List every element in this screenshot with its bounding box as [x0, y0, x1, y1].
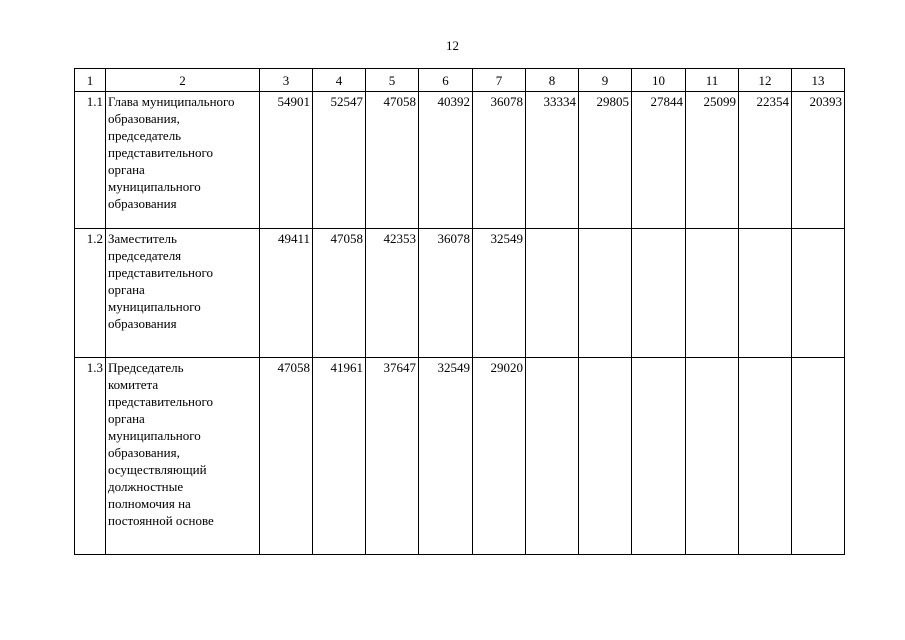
- salary-cell: [739, 358, 792, 555]
- salary-cell: [686, 229, 739, 358]
- salary-cell: [792, 358, 845, 555]
- salary-cell: 22354: [739, 92, 792, 229]
- salary-cell: [526, 358, 579, 555]
- position-name-line: образования,: [108, 445, 180, 460]
- salary-cell: 36078: [473, 92, 526, 229]
- salary-cell: 37647: [366, 358, 419, 555]
- position-name-line: осуществляющий: [108, 462, 207, 477]
- position-name-line: образования,: [108, 111, 180, 126]
- position-name-line: председателя: [108, 248, 182, 263]
- salary-cell: 25099: [686, 92, 739, 229]
- salary-cell: 52547: [313, 92, 366, 229]
- column-header: 1: [75, 69, 106, 92]
- salary-table: [74, 68, 845, 555]
- row-number: 1.2: [75, 229, 106, 358]
- table-row: [75, 229, 845, 358]
- salary-cell: 41961: [313, 358, 366, 555]
- salary-cell: 47058: [366, 92, 419, 229]
- salary-cell: 33334: [526, 92, 579, 229]
- position-name-line: органа: [108, 162, 145, 177]
- position-name-line: муниципального: [108, 299, 201, 314]
- column-header: 11: [686, 69, 739, 92]
- salary-cell: 54901: [260, 92, 313, 229]
- page-number: 12: [446, 38, 459, 53]
- salary-cell: [739, 229, 792, 358]
- column-header: 9: [579, 69, 632, 92]
- column-header: 5: [366, 69, 419, 92]
- salary-cell: 20393: [792, 92, 845, 229]
- position-name-line: председатель: [108, 128, 182, 143]
- column-header: 12: [739, 69, 792, 92]
- position-name-line: органа: [108, 411, 145, 426]
- position-name-line: органа: [108, 282, 145, 297]
- salary-cell: 36078: [419, 229, 473, 358]
- column-header: 8: [526, 69, 579, 92]
- column-header: 6: [419, 69, 473, 92]
- salary-cell: 49411: [260, 229, 313, 358]
- salary-cell: 32549: [473, 229, 526, 358]
- position-name-line: должностные: [108, 479, 184, 494]
- position-name-line: муниципального: [108, 428, 201, 443]
- position-name: [106, 358, 260, 555]
- position-name-line: Председатель: [108, 360, 184, 375]
- table-row: [75, 358, 845, 555]
- position-name-line: образования: [108, 316, 177, 331]
- column-header: 3: [260, 69, 313, 92]
- position-name-line: образования: [108, 196, 177, 211]
- salary-cell: 42353: [366, 229, 419, 358]
- salary-cell: 32549: [419, 358, 473, 555]
- position-name-line: постоянной основе: [108, 513, 214, 528]
- position-name: [106, 92, 260, 229]
- position-name-line: комитета: [108, 377, 159, 392]
- position-name: [106, 229, 260, 358]
- salary-cell: 29020: [473, 358, 526, 555]
- position-name-line: Заместитель: [108, 231, 177, 246]
- salary-cell: [686, 358, 739, 555]
- position-name-line: Глава муниципального: [108, 94, 235, 109]
- salary-cell: [526, 229, 579, 358]
- salary-cell: [632, 358, 686, 555]
- position-name-line: муниципального: [108, 179, 201, 194]
- position-name-line: представительного: [108, 265, 213, 280]
- table-row: [75, 92, 845, 229]
- salary-cell: 29805: [579, 92, 632, 229]
- column-header: 7: [473, 69, 526, 92]
- salary-cell: [579, 229, 632, 358]
- salary-cell: [579, 358, 632, 555]
- salary-cell: 40392: [419, 92, 473, 229]
- header-row: [75, 69, 845, 92]
- position-name-line: полномочия на: [108, 496, 191, 511]
- position-name-line: представительного: [108, 394, 213, 409]
- position-name-line: представительного: [108, 145, 213, 160]
- column-header: 4: [313, 69, 366, 92]
- salary-cell: [792, 229, 845, 358]
- salary-cell: [632, 229, 686, 358]
- column-header: 2: [106, 69, 260, 92]
- salary-cell: 47058: [260, 358, 313, 555]
- row-number: 1.3: [75, 358, 106, 555]
- column-header: 10: [632, 69, 686, 92]
- column-header: 13: [792, 69, 845, 92]
- salary-cell: 47058: [313, 229, 366, 358]
- row-number: 1.1: [75, 92, 106, 229]
- salary-cell: 27844: [632, 92, 686, 229]
